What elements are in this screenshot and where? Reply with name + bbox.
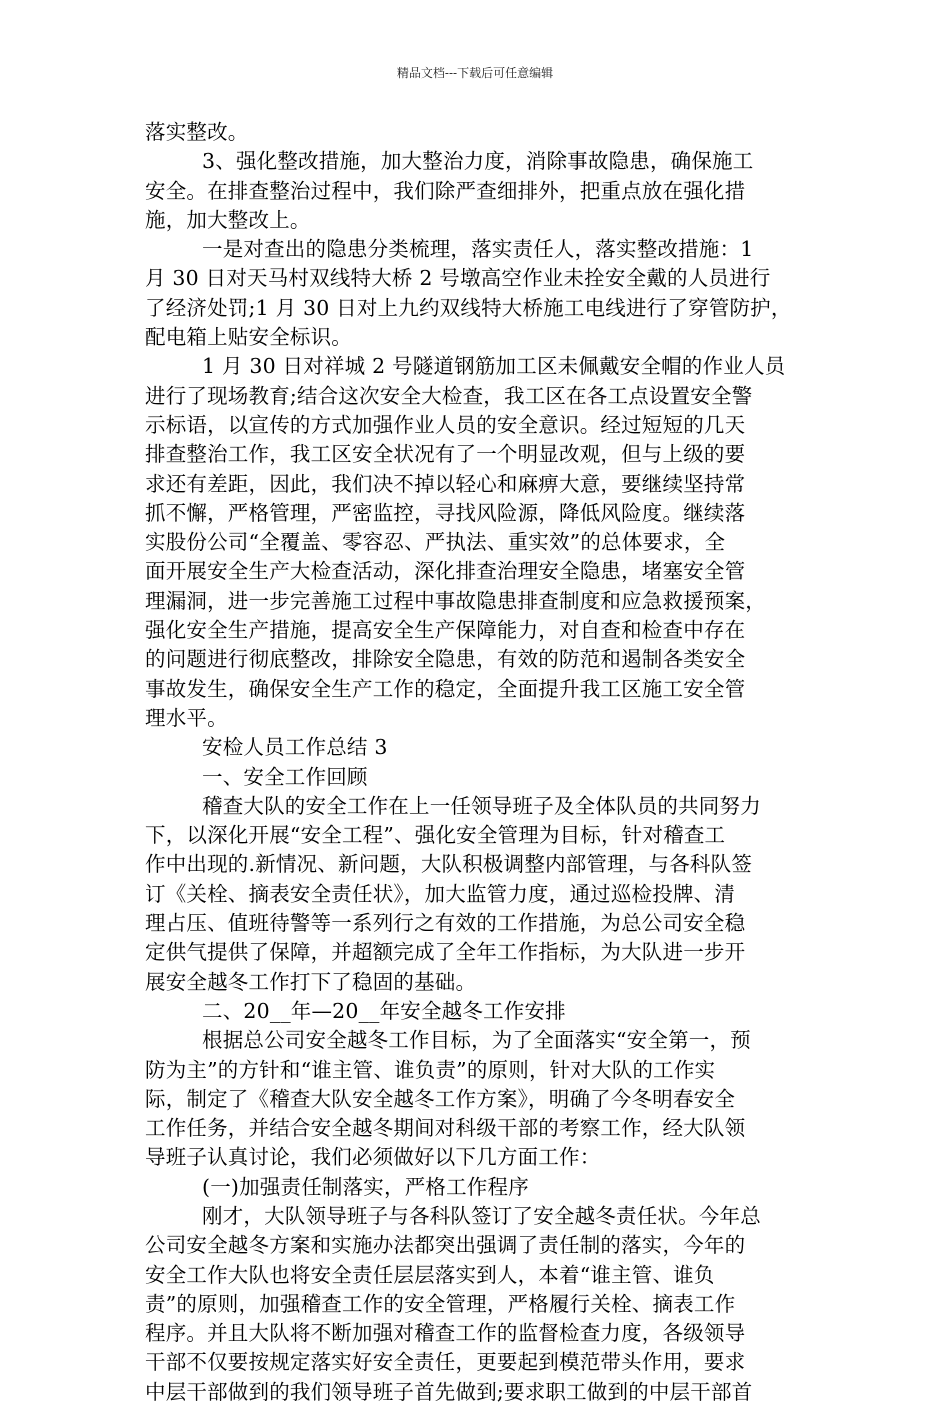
- text-line: 理漏洞，进一步完善施工过程中事故隐患排查制度和应急救援预案，: [145, 588, 766, 613]
- text-line: 公司安全越冬方案和实施办法都突出强调了责任制的落实，今年的: [145, 1233, 746, 1258]
- text-line: 示标语，以宣传的方式加强作业人员的安全意识。经过短短的几天: [145, 412, 746, 437]
- text-line: 安全。在排查整治过程中，我们除严查细排外，把重点放在强化措: [145, 178, 746, 203]
- text-line: 施，加大整改上。: [145, 207, 311, 232]
- text-line: 二、20__年—20__年安全越冬工作安排: [202, 998, 566, 1023]
- text-line: 安检人员工作总结 3: [202, 735, 388, 760]
- text-line: 根据总公司安全越冬工作目标，为了全面落实“安全第一，预: [202, 1028, 751, 1053]
- text-line: 安全工作大队也将安全责任层层落实到人，本着“谁主管、谁负: [145, 1262, 715, 1287]
- text-line: 3、强化整改措施，加大整治力度，消除事故隐患，确保施工: [202, 149, 754, 174]
- text-line: (一)加强责任制落实，严格工作程序: [202, 1174, 529, 1199]
- text-line: 理水平。: [145, 705, 228, 730]
- text-line: 稽查大队的安全工作在上一任领导班子及全体队员的共同努力: [202, 793, 761, 818]
- text-line: 刚才，大队领导班子与各科队签订了安全越冬责任状。今年总: [202, 1203, 761, 1228]
- text-line: 的问题进行彻底整改，排除安全隐患，有效的防范和遏制各类安全: [145, 647, 746, 672]
- text-line: 抓不懈，严格管理，严密监控，寻找风险源，降低风险度。继续落: [145, 500, 746, 525]
- text-line: 程序。并且大队将不断加强对稽查工作的监督检查力度，各级领导: [145, 1321, 746, 1346]
- text-line: 际，制定了《稽查大队安全越冬工作方案》，明确了今冬明春安全: [145, 1086, 736, 1111]
- text-line: 了经济处罚;1 月 30 日对上九约双线特大桥施工电线进行了穿管防护，: [145, 295, 792, 320]
- document-body: [145, 118, 817, 1407]
- text-line: 面开展安全生产大检查活动，深化排查治理安全隐患，堵塞安全管: [145, 559, 746, 584]
- text-line: 订《关栓、摘表安全责任状》，加大监管力度，通过巡检投牌、清: [145, 881, 736, 906]
- text-line: 导班子认真讨论，我们必须做好以下几方面工作：: [145, 1145, 601, 1170]
- text-line: 作中出现的.新情况、新问题，大队积极调整内部管理，与各科队签: [145, 852, 753, 877]
- text-line: 防为主”的方针和“谁主管、谁负责”的原则，针对大队的工作实: [145, 1057, 716, 1082]
- text-line: 一是对查出的隐患分类梳理，落实责任人，落实整改措施：1: [202, 237, 754, 262]
- text-line: 工作任务，并结合安全越冬期间对科级干部的考察工作，经大队领: [145, 1116, 746, 1141]
- text-line: 排查整治工作，我工区安全状况有了一个明显改观，但与上级的要: [145, 442, 746, 467]
- text-line: 落实整改。: [145, 120, 249, 144]
- text-line: 事故发生，确保安全生产工作的稳定，全面提升我工区施工安全管: [145, 676, 746, 701]
- text-line: 理占压、值班待警等一系列行之有效的工作措施，为总公司安全稳: [145, 911, 746, 936]
- text-line: 下，以深化开展“安全工程”、强化安全管理为目标，针对稽查工: [145, 823, 726, 848]
- text-line: 实股份公司“全覆盖、零容忍、严执法、重实效”的总体要求，全: [145, 530, 726, 555]
- text-line: 配电箱上贴安全标识。: [145, 325, 352, 350]
- text-line: 求还有差距，因此，我们决不掉以轻心和麻痹大意，要继续坚持常: [145, 471, 746, 496]
- page-header: 精品文档---下载后可任意编辑: [396, 66, 554, 80]
- text-line: 进行了现场教育;结合这次安全大检查，我工区在各工点设置安全警: [145, 383, 753, 408]
- text-line: 责”的原则，加强稽查工作的安全管理，严格履行关栓、摘表工作: [145, 1291, 736, 1316]
- text-line: 一、安全工作回顾: [202, 764, 368, 789]
- text-line: 中层干部做到的我们领导班子首先做到;要求职工做到的中层干部首: [145, 1379, 753, 1404]
- text-line: 强化安全生产措施，提高安全生产保障能力，对自查和检查中存在: [145, 618, 746, 643]
- text-line: 展安全越冬工作打下了稳固的基础。: [145, 969, 477, 994]
- text-line: 月 30 日对天马村双线特大桥 2 号墩高空作业未拴安全戴的人员进行: [145, 266, 771, 291]
- text-line: 1 月 30 日对祥城 2 号隧道钢筋加工区未佩戴安全帽的作业人员: [202, 354, 786, 379]
- text-line: 定供气提供了保障，并超额完成了全年工作指标，为大队进一步开: [145, 940, 746, 965]
- text-line: 干部不仅要按规定落实好安全责任，更要起到模范带头作用，要求: [145, 1350, 746, 1375]
